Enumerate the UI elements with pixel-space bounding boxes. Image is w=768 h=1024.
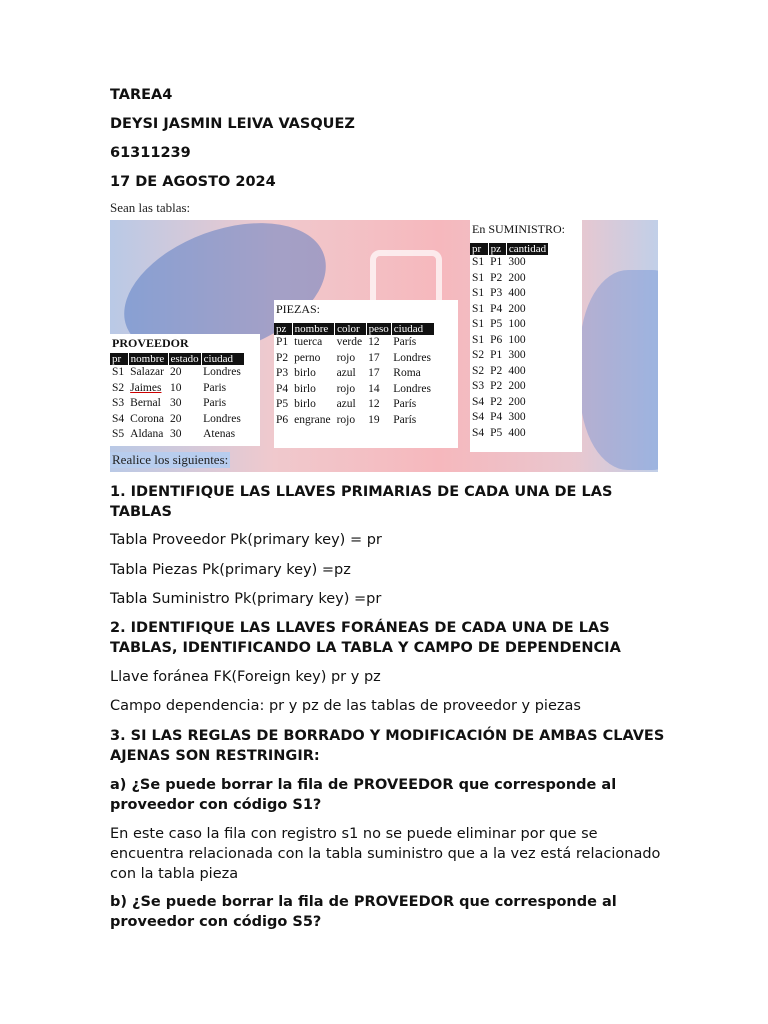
column-header: nombre	[128, 353, 168, 365]
suministro-title: En SUMINISTRO:	[472, 222, 566, 236]
table-row	[470, 255, 549, 271]
answer-2-fk: Llave foránea FK(Foreign key) pr y pz	[110, 669, 381, 685]
answer-1-suministro: Tabla Suministro Pk(primary key) =pr	[110, 591, 382, 607]
table-cell: P5	[276, 398, 289, 410]
table-cell: 100	[508, 318, 526, 330]
table-cell: S2	[472, 349, 485, 361]
column-header: pz	[274, 323, 292, 335]
table-cell: 17	[368, 367, 380, 379]
table-row	[470, 426, 549, 442]
table-row	[274, 366, 435, 382]
table-row	[274, 397, 435, 413]
table-cell: 12	[368, 398, 380, 410]
table-cell: S5	[112, 428, 125, 440]
table-cell: tuerca	[294, 336, 323, 348]
table-cell: París	[393, 413, 417, 426]
table-cell: P3	[490, 287, 503, 299]
table-cell: P4	[276, 382, 289, 395]
column-header: ciudad	[391, 323, 435, 335]
table-cell: birlo	[294, 398, 316, 410]
tables-figure	[110, 200, 658, 472]
answer-3a: En este caso la fila con registro s1 no se puede eliminar por que se encuentra relacionada con la tabla suministro que a la vez está relacionado con la tabla pieza	[110, 826, 661, 882]
table-row	[470, 317, 549, 333]
table-row	[110, 365, 245, 381]
table-cell: S4	[472, 426, 485, 439]
column-header: nombre	[292, 323, 334, 335]
table-cell: P6	[276, 413, 289, 426]
suministro-table-box	[470, 220, 582, 452]
table-cell: rojo	[336, 413, 356, 426]
answer-1-proveedor: Tabla Proveedor Pk(primary key) = pr	[110, 532, 382, 548]
answer-2-dependencia: Campo dependencia: pr y pz de las tablas de proveedor y piezas	[110, 698, 581, 714]
table-cell: S1	[472, 256, 485, 268]
table-cell: 14	[368, 382, 380, 395]
table-row	[274, 335, 435, 351]
table-row	[110, 412, 245, 428]
question-1: 1. IDENTIFIQUE LAS LLAVES PRIMARIAS DE CADA UNA DE LAS TABLAS	[110, 484, 613, 520]
watermark-shape	[580, 270, 658, 470]
table-cell: P2	[276, 351, 289, 364]
table-cell: engrane	[294, 413, 331, 426]
student-name: DEYSI JASMIN LEIVA VASQUEZ	[110, 116, 355, 132]
table-cell: Londres	[393, 351, 431, 364]
table-cell: Londres	[393, 382, 431, 395]
proveedor-title: PROVEEDOR	[112, 336, 189, 350]
table-cell: Roma	[393, 367, 421, 379]
table-cell: S1	[472, 318, 485, 330]
table-cell: París	[393, 336, 417, 348]
figure-caption-bottom: Realice los siguientes:	[112, 452, 229, 467]
table-cell: 30	[170, 397, 182, 409]
table-cell: 10	[170, 381, 182, 394]
table-row	[470, 364, 549, 380]
table-row	[470, 395, 549, 411]
table-cell: 400	[508, 364, 526, 377]
student-id: 61311239	[110, 145, 191, 161]
table-row	[470, 333, 549, 349]
table-cell: P1	[490, 349, 503, 361]
table-header-row	[110, 353, 245, 365]
piezas-table-box	[274, 300, 458, 448]
table-cell: Paris	[203, 381, 227, 394]
figure-caption-top: Sean las tablas:	[110, 200, 191, 215]
table-cell: S1	[472, 271, 485, 284]
table-row	[110, 427, 245, 443]
column-header: cantidad	[506, 243, 548, 255]
question-3b: b) ¿Se puede borrar la fila de PROVEEDOR que corresponde al proveedor con código S5?	[110, 894, 617, 930]
table-cell: S1	[472, 302, 485, 315]
table-row	[274, 413, 435, 429]
table-cell: azul	[336, 398, 356, 410]
column-header: estado	[168, 353, 201, 365]
table-cell: P2	[490, 395, 503, 408]
answer-1-piezas: Tabla Piezas Pk(primary key) =pz	[110, 562, 351, 578]
table-cell: S1	[112, 366, 125, 378]
table-cell: S3	[472, 380, 485, 392]
table-cell: 300	[508, 411, 526, 423]
question-2: 2. IDENTIFIQUE LAS LLAVES FORÁNEAS DE CADA UNA DE LAS TABLAS, IDENTIFICANDO LA TABLA Y CAMPO DE DEPENDENCIA	[110, 620, 621, 656]
table-cell: 17	[368, 351, 380, 364]
table-cell: P6	[490, 333, 503, 346]
suministro-table	[470, 243, 549, 441]
column-header: color	[335, 323, 367, 335]
column-header: peso	[366, 323, 391, 335]
table-cell: P2	[490, 380, 503, 392]
table-cell: birlo	[294, 367, 316, 379]
table-cell: S1	[472, 333, 485, 346]
table-cell: Londres	[203, 366, 241, 378]
document-date: 17 DE AGOSTO 2024	[110, 174, 276, 190]
table-cell: P1	[276, 336, 289, 348]
table-header-row	[470, 243, 549, 255]
table-cell: S1	[472, 287, 485, 299]
table-cell: Jaimes	[130, 381, 162, 394]
table-row	[470, 348, 549, 364]
table-cell: S2	[472, 364, 485, 377]
table-row	[110, 381, 245, 397]
table-cell: Corona	[130, 412, 165, 425]
table-row	[470, 379, 549, 395]
table-cell: S3	[112, 397, 125, 409]
column-header: pr	[470, 243, 488, 255]
table-cell: rojo	[336, 351, 356, 364]
table-cell: P5	[490, 318, 503, 330]
proveedor-table-box	[110, 334, 260, 446]
table-cell: azul	[336, 367, 356, 379]
table-cell: Bernal	[130, 397, 161, 409]
table-cell: S4	[112, 412, 125, 425]
table-cell: P1	[490, 256, 503, 268]
table-cell: 300	[508, 256, 526, 268]
table-cell: 20	[170, 366, 182, 378]
question-3a: a) ¿Se puede borrar la fila de PROVEEDOR que corresponde al proveedor con código S1?	[110, 777, 617, 813]
table-cell: Paris	[203, 397, 227, 409]
table-cell: París	[393, 398, 417, 410]
table-cell: verde	[336, 336, 363, 348]
table-row	[470, 302, 549, 318]
table-row	[470, 410, 549, 426]
column-header: ciudad	[201, 353, 245, 365]
table-cell: perno	[294, 351, 321, 364]
table-cell: S2	[112, 381, 125, 394]
table-cell: 20	[170, 412, 182, 425]
table-cell: 300	[508, 349, 526, 361]
table-cell: Londres	[203, 412, 241, 425]
table-cell: 12	[368, 336, 380, 348]
table-cell: Atenas	[203, 428, 236, 440]
table-row	[274, 382, 435, 398]
table-cell: Salazar	[130, 366, 164, 378]
question-3: 3. SI LAS REGLAS DE BORRADO Y MODIFICACIÓN DE AMBAS CLAVES AJENAS SON RESTRINGIR:	[110, 728, 665, 764]
table-cell: 200	[508, 380, 526, 392]
piezas-title: PIEZAS:	[276, 302, 321, 316]
table-cell: 200	[508, 271, 526, 284]
column-header: pr	[110, 353, 128, 365]
table-row	[470, 271, 549, 287]
table-cell: 200	[508, 302, 526, 315]
task-title: TAREA4	[110, 87, 173, 103]
table-cell: 200	[508, 395, 526, 408]
table-cell: 30	[170, 428, 182, 440]
column-header: pz	[488, 243, 506, 255]
table-cell: P2	[490, 271, 503, 284]
table-cell: S4	[472, 395, 485, 408]
table-cell: rojo	[336, 382, 356, 395]
table-cell: P2	[490, 364, 503, 377]
table-cell: 100	[508, 333, 526, 346]
table-cell: 19	[368, 413, 380, 426]
table-cell: S4	[472, 411, 485, 423]
piezas-table	[274, 323, 435, 428]
table-row	[470, 286, 549, 302]
proveedor-table	[110, 353, 245, 443]
table-cell: birlo	[294, 382, 316, 395]
table-cell: Aldana	[130, 428, 164, 440]
table-cell: 400	[508, 287, 526, 299]
table-cell: P5	[490, 426, 503, 439]
table-row	[110, 396, 245, 412]
table-row	[274, 351, 435, 367]
table-cell: P4	[490, 302, 503, 315]
table-cell: 400	[508, 426, 526, 439]
table-cell: P4	[490, 411, 503, 423]
table-cell: P3	[276, 367, 289, 379]
table-header-row	[274, 323, 435, 335]
